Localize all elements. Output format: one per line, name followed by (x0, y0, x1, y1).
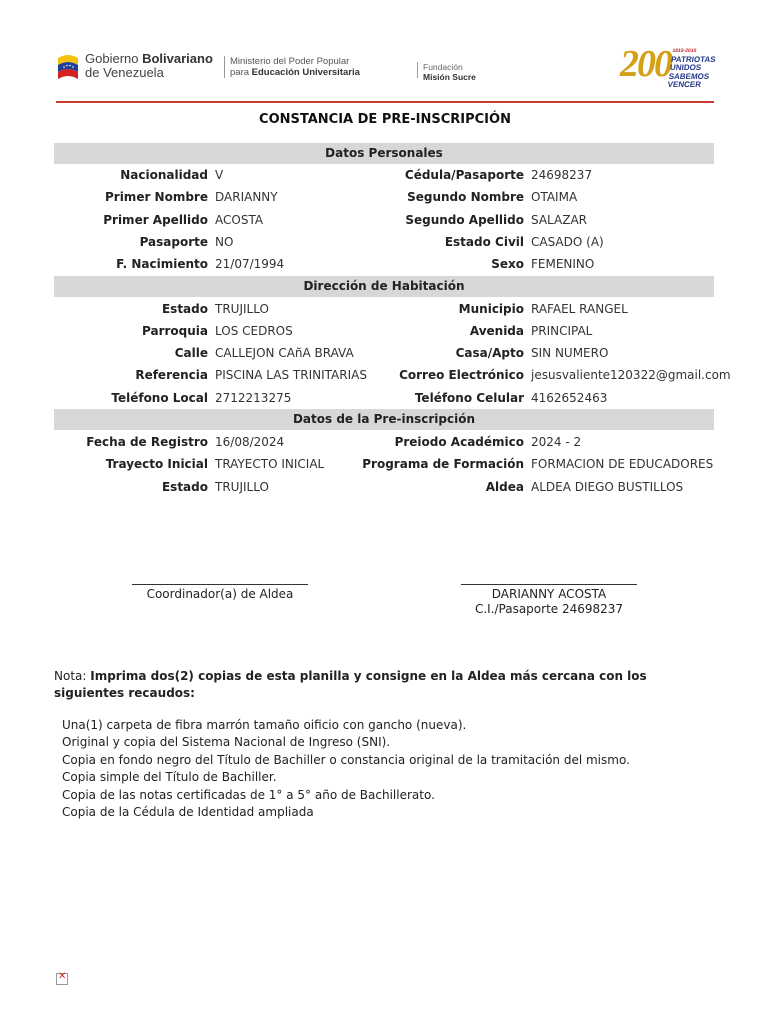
table-row (54, 187, 714, 207)
bicentennial-number: 200 (620, 43, 671, 85)
field-label: Estado (161, 479, 208, 494)
table-row (54, 210, 714, 230)
field-label: Parroquia (142, 323, 208, 338)
field-label: Trayecto Inicial (105, 457, 208, 472)
field-value: 16/08/2024 (215, 435, 285, 449)
field-label: Preiodo Académico (394, 435, 524, 449)
field-value: 21/07/1994 (215, 257, 285, 272)
field-label: Correo Electrónico (399, 368, 524, 383)
table-row (54, 165, 714, 185)
field-value: TRUJILLO (215, 479, 269, 494)
field-label: Aldea (485, 479, 524, 494)
field-value: FEMENINO (531, 257, 595, 272)
broken-image-icon (56, 973, 68, 985)
field-value: RAFAEL RANGEL (531, 301, 628, 316)
bicentennial-slogan: 1810-2010 PATRIOTAS UNIDOS SABEMOS VENCER (667, 48, 717, 89)
field-label: Segundo Nombre (407, 190, 524, 205)
field-value: LOS CEDROS (215, 323, 293, 338)
field-value: OTAIMA (531, 190, 578, 205)
field-label: Teléfono Celular (414, 390, 524, 405)
bicentennial-logo (618, 40, 717, 89)
field-label: Cédula/Pasaporte (404, 168, 524, 182)
table-row (54, 388, 714, 408)
list-item: Copia de la Cédula de Identidad ampliada (62, 805, 314, 820)
field-value: 24698237 (531, 168, 593, 182)
field-label: Sexo (491, 257, 524, 272)
field-value: TRAYECTO INICIAL (215, 457, 325, 472)
section-preinscription: Datos de la Pre-inscripción (54, 409, 714, 430)
table-row (54, 299, 714, 319)
field-value: TRUJILLO (215, 301, 269, 316)
table-row (54, 343, 714, 363)
table-row (54, 432, 714, 452)
field-value: SIN NUMERO (531, 346, 609, 361)
field-label: Avenida (469, 323, 524, 338)
list-item: Original y copia del Sistema Nacional de Ingreso (SNI). (62, 735, 391, 750)
field-label: Primer Nombre (104, 190, 208, 205)
field-value: ACOSTA (215, 212, 264, 227)
list-item: Copia de las notas certificadas de 1° a 5° año de Bachillerato. (62, 787, 435, 802)
list-item: Una(1) carpeta de fibra marrón tamaño oificio con gancho (nueva). (62, 718, 467, 732)
field-label: Fecha de Registro (86, 435, 208, 449)
field-value: CASADO (A) (531, 234, 604, 249)
field-value: ALDEA DIEGO BUSTILLOS (531, 479, 684, 494)
section-personal-data: Datos Personales (54, 143, 714, 164)
field-label: Municipio (458, 301, 524, 316)
table-row (54, 321, 714, 341)
field-value: FORMACION DE EDUCADORES (531, 457, 714, 472)
field-label: Teléfono Local (111, 390, 208, 405)
table-row (54, 477, 714, 497)
field-value: PRINCIPAL (531, 323, 593, 338)
signature-id: C.I./Pasaporte 24698237 (474, 602, 624, 616)
page-title: CONSTANCIA DE PRE-INSCRIPCIÓN (259, 112, 511, 127)
table-row (54, 365, 731, 385)
field-value: 2024 - 2 (531, 435, 582, 449)
field-value: PISCINA LAS TRINITARIAS (215, 368, 367, 383)
field-label: Nacionalidad (120, 168, 208, 182)
field-value: 2712213275 (215, 390, 292, 405)
header-divider (417, 62, 418, 78)
venezuela-flag-icon (56, 52, 80, 82)
government-logo (56, 52, 213, 82)
document-header (56, 40, 717, 100)
signature-name: DARIANNY ACOSTA (491, 587, 607, 601)
signature-coordinator (132, 584, 308, 602)
table-row (54, 254, 714, 274)
table-row (54, 232, 714, 252)
field-value: jesusvaliente120322@gmail.com (531, 368, 731, 383)
note: Nota: Imprima dos(2) copias de esta planilla y consigne en la Aldea más cercana con los siguientes recaudos: (54, 669, 647, 700)
list-item: Copia en fondo negro del Título de Bachiller o constancia original de la tramitación del mismo. (62, 752, 630, 767)
government-name: Gobierno Bolivariano de Venezuela (85, 51, 213, 80)
field-value: SALAZAR (531, 212, 587, 227)
field-value: 4162652463 (531, 390, 608, 405)
field-label: Segundo Apellido (405, 212, 524, 227)
header-divider (224, 56, 225, 78)
table-row (54, 454, 714, 474)
field-label: F. Nacimiento (116, 257, 208, 272)
field-label: Estado (161, 301, 208, 316)
field-value: V (215, 168, 224, 182)
field-value: NO (215, 234, 234, 249)
section-address: Dirección de Habitación (54, 276, 714, 297)
signature-label: Coordinador(a) de Aldea (146, 587, 294, 601)
ministry-name: Ministerio del Poder Popular para Educación Universitaria (230, 56, 360, 78)
field-label: Calle (174, 346, 208, 361)
header-rule (56, 101, 714, 103)
field-label: Pasaporte (139, 234, 208, 249)
field-label: Primer Apellido (103, 212, 208, 227)
list-item: Copia simple del Título de Bachiller. (62, 770, 277, 785)
foundation-name: Fundación Misión Sucre (423, 62, 476, 82)
signature-student (461, 584, 637, 617)
field-label: Referencia (135, 368, 208, 383)
requirements-list (62, 717, 630, 821)
field-value: CALLEJON CAñA BRAVA (215, 346, 354, 361)
field-value: DARIANNY (215, 190, 278, 205)
field-label: Estado Civil (444, 234, 524, 249)
field-label: Programa de Formación (362, 457, 524, 472)
field-label: Casa/Apto (455, 346, 524, 361)
